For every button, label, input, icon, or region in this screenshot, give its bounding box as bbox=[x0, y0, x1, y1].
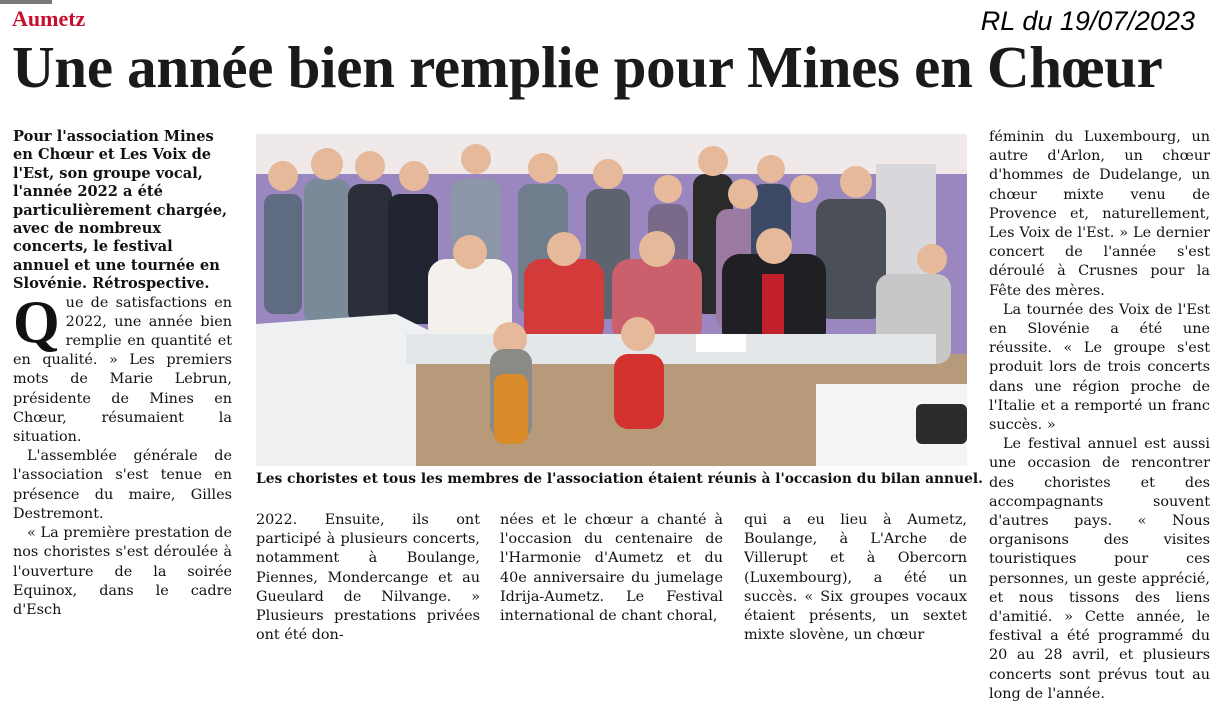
source-date-annotation: RL du 19/07/2023 bbox=[980, 6, 1195, 36]
paragraph: « La première prestation de nos choristes s'est déroulée à l'ouverture de la soirée Equinox, dans le cadre d'Esch bbox=[13, 525, 232, 618]
article-lead: Pour l'association Mines en Chœur et Les Voix de l'Est, son groupe vocal, l'année 2022 a été particulièrement chargée, avec de nombreux concerts, le festival annuel et une tournée en Slovénie. Rétrospective. bbox=[13, 128, 228, 293]
article-column-3 bbox=[500, 511, 723, 627]
paragraph: Le festival annuel est aussi une occasion de rencontrer des choristes et des accompagnants souvent d'autres pays. « Nous organisons des visites touristiques pour ces personnes, un geste apprécié, et nous tissons des liens d'amitié. » Cette année, le festival a été programmé du 20 au 28 avril, et plusieurs concerts sont prévus tout au long de l'année. bbox=[989, 436, 1210, 702]
paragraph: nées et le chœur a chanté à l'occasion du centenaire de l'Harmonie d'Aumetz et du 40e anniversaire du jumelage Idrija-Aumetz. Le Festival international de chant choral, bbox=[500, 512, 723, 625]
drop-cap: Q bbox=[13, 288, 60, 355]
section-rubric: Aumetz bbox=[12, 6, 86, 31]
group-photo bbox=[256, 134, 967, 466]
photo-caption: Les choristes et tous les membres de l'association étaient réunis à l'occasion du bilan annuel. bbox=[256, 471, 983, 487]
top-edge-bar bbox=[0, 0, 52, 4]
paragraph: 2022. Ensuite, ils ont participé à plusieurs concerts, notamment à Boulange, Piennes, Mondercange et au Gueulard de Nilvange. » Plusieurs prestations privées ont été don- bbox=[256, 512, 480, 644]
article-column-5 bbox=[989, 128, 1210, 702]
paragraph: L'assemblée générale de l'association s'est tenue en présence du maire, Gilles Destremont. bbox=[13, 448, 232, 522]
paragraph: La tournée des Voix de l'Est en Slovénie a été une réussite. « Le groupe s'est produit lors de trois concerts dans une région proche de l'Italie et a remporté un franc succès. » bbox=[989, 301, 1210, 434]
article-headline: Une année bien remplie pour Mines en Chœur bbox=[12, 34, 1163, 100]
article-column-2 bbox=[256, 511, 480, 644]
article-column-4 bbox=[744, 511, 967, 644]
paragraph: qui a eu lieu à Aumetz, Boulange, à L'Arche de Villerupt et à Obercorn (Luxembourg), a été un succès. « Six groupes vocaux étaient présents, un sextet mixte slovène, un chœur bbox=[744, 512, 967, 644]
first-paragraph-text: ue de satisfactions en 2022, une année bien remplie en quantité et en qualité. » Les premiers mots de Marie Lebrun, présidente de Mines en Chœur, résumaient la situation. bbox=[13, 294, 232, 446]
paragraph: féminin du Luxembourg, un autre d'Arlon, un chœur d'hommes de Dudelange, un chœur mixte venu de Provence et, naturellement, Les Voix de l'Est. » Le dernier concert de l'année s'est déroulé à Crusnes pour la Fête des mères. bbox=[989, 129, 1210, 299]
group-photo-illustration bbox=[256, 134, 967, 466]
article-column-1 bbox=[13, 128, 232, 628]
first-paragraph bbox=[13, 288, 232, 448]
